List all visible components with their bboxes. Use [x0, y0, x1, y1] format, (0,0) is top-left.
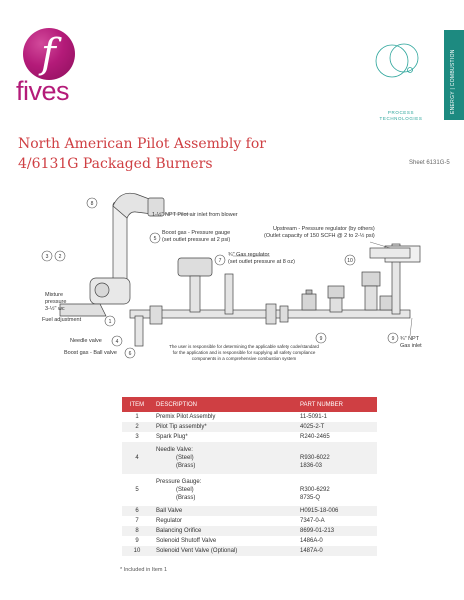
table-row: 4 Needle Valve: (Steel) (Brass) R930-6022 1836-03 [122, 442, 377, 474]
table-row: 5 Pressure Gauge: (Steel) (Brass) R300-6292 8735-Q [135, 479, 330, 501]
safety-note: The user is responsible for determining the applicable safety code/standard for the application and is responsible for supplying all safety compliance components in a comprehensive combustion system [169, 344, 319, 361]
label-boost-gauge: Boost gas - Pressure gauge (set outlet pressure at 2 psi) [162, 230, 231, 243]
table-row: 10 Solenoid Vent Valve (Optional) 1487A-0 [122, 546, 377, 556]
pilot-assembly-diagram [40, 186, 450, 376]
sheet-number: Sheet 6131G-5 [409, 160, 450, 166]
label-gas-inlet: ¾" NPT Gas inlet [400, 336, 422, 349]
callout-7: 7 [218, 258, 222, 264]
table-row: 6 Ball Valve H0915-18-006 [122, 506, 377, 516]
callout-4: 4 [115, 339, 119, 345]
label-mixture-pressure: Mixture pressure 3-½" wc [45, 292, 67, 312]
callout-6: 6 [128, 351, 132, 357]
callout-9b: 9 [391, 336, 395, 342]
label-boost-ball-valve: Boost gas - Ball valve [64, 350, 117, 356]
callout-9a: 9 [319, 336, 323, 342]
energy-combustion-band: ENERGY | COMBUSTION [444, 30, 464, 120]
process-technologies-text: PROCESS TECHNOLOGIES [379, 110, 423, 121]
label-gas-regulator: ¾" Gas regulator (set outlet pressure at 8 oz) [228, 252, 295, 265]
callout-5: 5 [153, 236, 157, 242]
table-row: 8 Balancing Orifice 8699-01-213 [122, 526, 377, 536]
label-upstream-regulator: Upstream - Pressure regulator (by others) (Outlet capacity of 150 SCFH @ 2 to 2-½ psi) [264, 226, 375, 239]
header-description: DESCRIPTION [152, 397, 296, 412]
table-row: 2 Pilot Tip assembly* 4025-2-T [122, 422, 377, 432]
label-needle-valve: Needle valve [70, 338, 102, 344]
label-fuel-adjustment: Fuel adjustment [42, 317, 82, 323]
table-row: 3 Spark Plug* R240-2465 [135, 434, 330, 440]
brand-name: fives [16, 76, 70, 106]
parts-table-header [122, 397, 377, 412]
page-title-line1: North American Pilot Assembly for [18, 136, 266, 152]
table-row: 1 Premix Pilot Assembly 11-5091-1 [135, 414, 327, 420]
table-row: 9 Solenoid Shutoff Valve 1486A-0 [135, 538, 323, 544]
process-technologies-logo-icon [372, 36, 426, 86]
callout-8: 8 [90, 201, 94, 207]
header-item: ITEM [122, 397, 152, 412]
label-air-inlet: 1-½" NPT Pilot air inlet from blower [152, 212, 238, 218]
table-row: 7 Regulator 7347-0-A [135, 518, 325, 524]
parts-table [122, 397, 377, 556]
fives-logo-f-icon: f [41, 31, 56, 77]
callout-1: 1 [108, 319, 112, 325]
header-part-number: PART NUMBER [296, 397, 377, 412]
footnote: * Included in Item 1 [120, 567, 168, 573]
callout-3: 3 [45, 254, 49, 260]
callout-2: 2 [58, 254, 62, 260]
callout-10: 10 [347, 258, 353, 264]
page-title-line2: 4/6131G Packaged Burners [18, 156, 213, 172]
